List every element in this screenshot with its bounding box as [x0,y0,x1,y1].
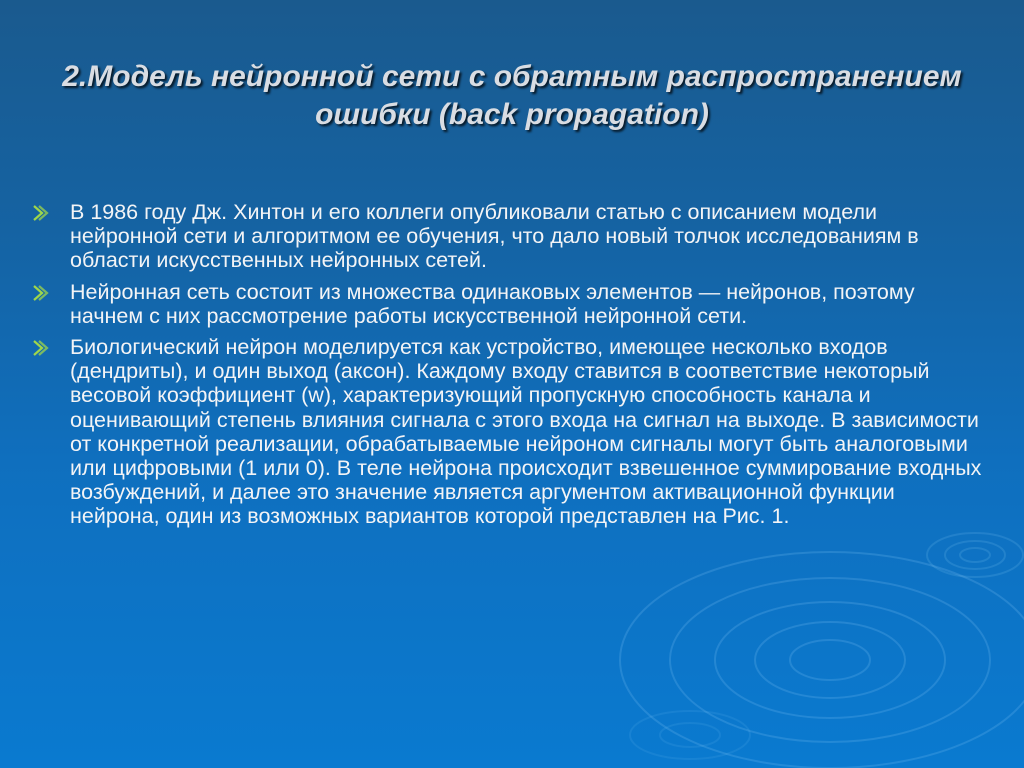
bullet-text: В 1986 году Дж. Хинтон и его коллеги опубликовали статью с описанием модели нейронной сети и алгоритмом ее обучения, что дало новый толчок исследованиям в области искусственных нейронных сетей. [70,200,919,273]
bullet-text: Нейронная сеть состоит из множества одинаковых элементов — нейронов, поэтому начнем с них рассмотрение работы искусственной нейронной сети. [70,279,915,328]
arrow-bullet-icon [30,282,52,304]
bullet-item [30,335,990,529]
bullet-list [30,200,990,536]
bullet-item [30,200,990,273]
arrow-bullet-icon [30,337,52,359]
arrow-bullet-icon [30,202,52,224]
bullet-item [30,280,990,328]
bullet-text: Биологический нейрон моделируется как устройство, имеющее несколько входов (дендриты), и один выход (аксон). Каждому входу ставится в соответствие некоторый весовой коэффициент (w), характеризующий пропускную способность канала и оценивающий степень влияния сигнала с этого входа на сигнал на выходе. В зависимости от конкретной реализации, обрабатываемые нейроном сигналы могут быть аналоговыми или цифровыми (1 или 0). В теле нейрона происходит взвешенное суммирование входных возбуждений, и далее это значение является аргументом активационной функции нейрона, один из возможных вариантов которой представлен на Рис. 1. [70,335,982,529]
slide-title: 2.Модель нейронной сети с обратным распространением ошибки (back propagation) [62,60,962,131]
